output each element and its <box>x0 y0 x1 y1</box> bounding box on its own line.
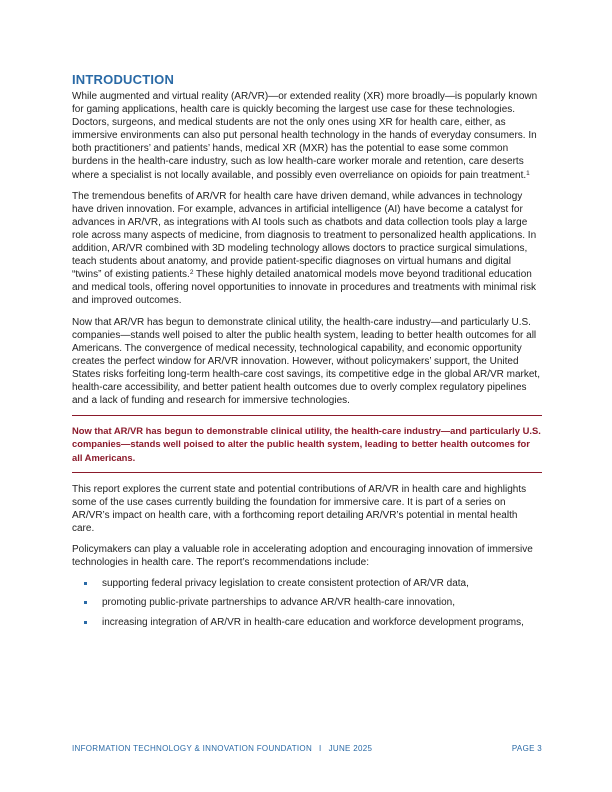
pull-quote <box>72 415 542 473</box>
footer-org: INFORMATION TECHNOLOGY & INNOVATION FOUNDATION <box>72 744 313 753</box>
section-heading: INTRODUCTION <box>72 72 175 87</box>
page-footer <box>72 744 542 753</box>
footer-publication <box>72 744 372 753</box>
paragraph-intro <box>72 90 542 182</box>
pull-quote-text: Now that AR/VR has begun to demonstrable clinical utility, the health-care industry—and particularly U.S. companies—stands well poised to alter the public health system, leading to better health outcomes for all Americans. <box>72 425 541 463</box>
footer-date: JUNE 2025 <box>328 744 373 753</box>
list-item-text: promoting public-private partnerships to advance AR/VR health-care innovation, <box>102 597 455 609</box>
paragraph-intro-text: While augmented and virtual reality (AR/VR)—or extended reality (XR) more broadly—is popularly known for gaming applications, health care is quickly becoming the largest use case for these technologies. Doctors, surgeons, and medical students are not the only ones using XR for health care, either, as immersive environments can also put personal health technology in the hands of everyday consumers. In both practitioners’ and patients’ hands, medical XR (MXR) has the potential to ease some common burdens in the health-care industry, such as low health-care worker morale and retention, care deserts where a specialist is not locally available, and possibly even overreliance on opioids for pain treatment. <box>72 91 538 181</box>
footnote-ref-1[interactable]: 1 <box>526 169 530 177</box>
list-item <box>72 596 542 609</box>
list-item <box>72 577 542 590</box>
list-item-text: increasing integration of AR/VR in health-care education and workforce development programs, <box>102 616 524 628</box>
paragraph-benefits-text: The tremendous benefits of AR/VR for health care have driven demand, while advances in technology have driven innovation. For example, advances in artificial intelligence (AI) have become a catalyst for advances in AR/VR, as integrations with AI tools such as chatbots and data collection tools play a large role across many aspects of medicine, from diagnosis to treatment to personalized health applications. In addition, AR/VR combined with 3D modeling technology allows doctors to practice surgical simulations, teach students about anatomy, and provide patient-specific diagnoses on virtual humans and digital “twins” of existing patients. <box>72 190 537 281</box>
list-item <box>72 616 542 629</box>
paragraph-benefits <box>72 190 542 308</box>
paragraph-recommendations-intro: Policymakers can play a valuable role in accelerating adoption and encouraging innovation of immersive technologies in health care. The report’s recommendations include: <box>72 544 533 569</box>
square-bullet-icon <box>84 621 87 624</box>
square-bullet-icon <box>84 582 87 585</box>
recommendations-list <box>72 577 542 628</box>
footnote-ref-2[interactable]: 2 <box>189 269 194 277</box>
footer-separator: I <box>319 744 322 753</box>
page-body <box>72 72 542 635</box>
list-item-text: supporting federal privacy legislation to create consistent protection of AR/VR data, <box>102 578 469 590</box>
footer-page-number: PAGE 3 <box>511 744 542 753</box>
paragraph-report-scope: This report explores the current state and potential contributions of AR/VR in health care and highlights some of the use cases currently building the foundation for immersive care. It is part of a series on AR/VR’s impact on health care, with a forthcoming report detailing AR/VR’s potential in mental health care. <box>72 483 527 535</box>
square-bullet-icon <box>84 601 87 604</box>
paragraph-benefits-text-cont: These highly detailed anatomical models move beyond traditional education and medical tools, offering novel opportunities to innovate in procedures and treatments with minimal risk and improved outcomes. <box>72 269 536 307</box>
paragraph-clinical-utility: Now that AR/VR has begun to demonstrate clinical utility, the health-care industry—and particularly U.S. companies—stands well poised to alter the public health system, leading to better health outcomes for all Americans. The convergence of medical necessity, technological capability, and economic opportunity creates the perfect window for AR/VR innovation. However, without policymakers’ support, the United States risks forfeiting long-term health-care cost savings, its competitive edge in the global AR/VR market, health-care accessibility, and better patient health outcomes due to overly complex regulatory pipelines and a lack of funding and research for immersive technologies. <box>72 316 540 407</box>
